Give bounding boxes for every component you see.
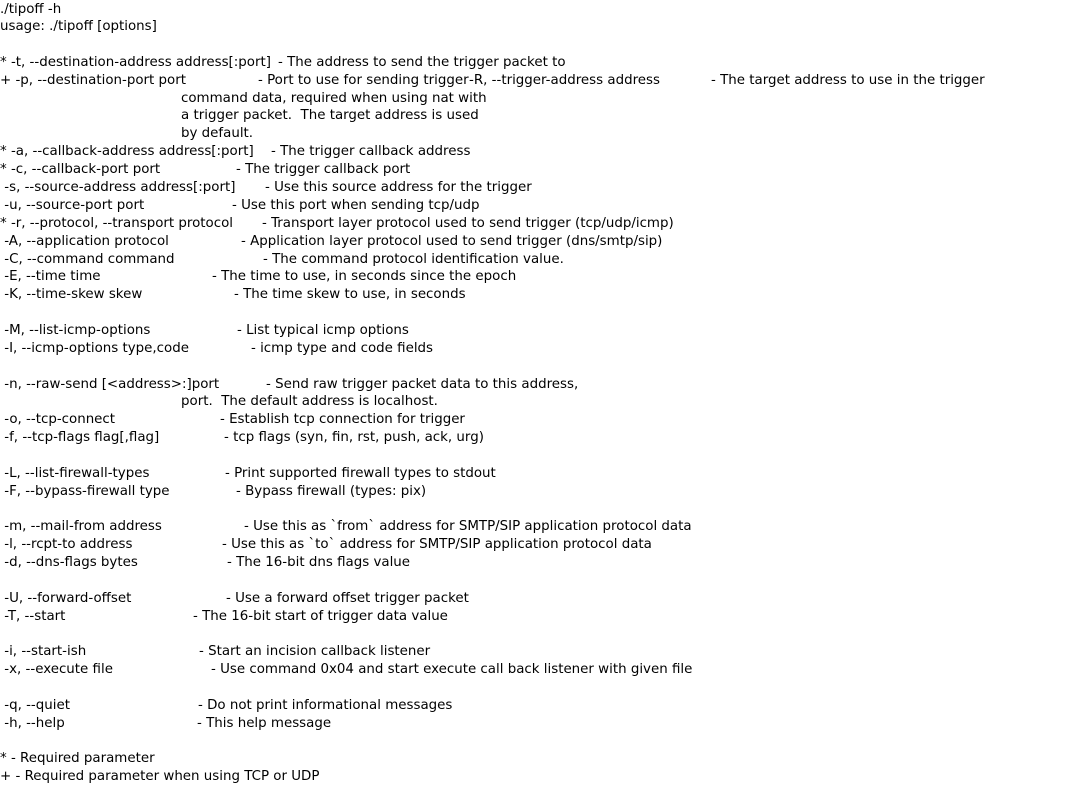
output-line: -x, --execute file [0,662,113,677]
output-line: -i, --start-ish [0,644,87,659]
output-line: -L, --list-firewall-types [0,466,150,481]
option-description: - Send raw trigger packet data to this address, [266,377,579,392]
option-description: - This help message [197,716,332,731]
option-description: - tcp flags (syn, fin, rst, push, ack, urg) [224,430,484,445]
output-line: by default. [181,126,254,141]
option-description: - The 16-bit dns flags value [227,555,411,570]
option-description: - Use this as `from` address for SMTP/SIP application protocol data [244,519,692,534]
option-description: - Use this as `to` address for SMTP/SIP application protocol data [222,537,652,552]
option-description: - The trigger callback port [236,162,411,177]
option-description: - Bypass firewall (types: pix) [236,484,427,499]
option-description: - Do not print informational messages [198,698,453,713]
option-description: - Use this port when sending tcp/udp [232,198,480,213]
option-description: - The target address to use in the trigger [711,73,985,88]
option-description: - The trigger callback address [271,144,471,159]
output-line: -I, --icmp-options type,code [0,341,189,356]
option-description: - Print supported firewall types to stdout [225,466,496,481]
output-line: -K, --time-skew skew [0,287,143,302]
option-description: -R, --trigger-address address [469,73,660,88]
option-description: - The time to use, in seconds since the epoch [212,269,517,284]
output-line: -n, --raw-send [<address>:]port [0,377,220,392]
output-line: + - Required parameter when using TCP or UDP [0,769,320,784]
option-description: - Start an incision callback listener [199,644,431,659]
option-description: - The command protocol identification value. [263,252,564,267]
option-description: - The address to send the trigger packet to [278,55,566,70]
option-description: - List typical icmp options [237,323,409,338]
option-description: - The time skew to use, in seconds [234,287,466,302]
output-line: -u, --source-port port [0,198,145,213]
output-line: command data, required when using nat with [181,91,487,106]
output-line: -T, --start [0,609,66,624]
output-line: * - Required parameter [0,751,155,766]
option-description: - icmp type and code fields [251,341,434,356]
option-description: - Port to use for sending trigger [258,73,469,88]
output-line: usage: ./tipoff [options] [0,19,157,34]
option-description: - Establish tcp connection for trigger [220,412,465,427]
option-description: - The 16-bit start of trigger data value [193,609,448,624]
output-line: * -a, --callback-address address[:port] [0,144,254,159]
output-line: -q, --quiet [0,698,70,713]
option-description: - Use a forward offset trigger packet [226,591,469,606]
option-description: - Use command 0x04 and start execute call back listener with given file [211,662,693,677]
output-line: -M, --list-icmp-options [0,323,151,338]
output-line: -E, --time time [0,269,101,284]
output-line: -o, --tcp-connect [0,412,116,427]
output-line: * -r, --protocol, --transport protocol [0,216,234,231]
output-line: -l, --rcpt-to address [0,537,133,552]
output-line: -m, --mail-from address [0,519,162,534]
option-description: - Application layer protocol used to send trigger (dns/smtp/sip) [241,234,663,249]
output-line: * -t, --destination-address address[:port] [0,55,271,70]
output-line: -U, --forward-offset [0,591,132,606]
output-line: -A, --application protocol [0,234,169,249]
option-description: - Transport layer protocol used to send trigger (tcp/udp/icmp) [262,216,674,231]
output-line: -f, --tcp-flags flag[,flag] [0,430,160,445]
option-description: - Use this source address for the trigger [265,180,532,195]
output-line: ./tipoff -h [0,2,62,17]
output-line: -F, --bypass-firewall type [0,484,170,499]
output-line: a trigger packet. The target address is used [181,108,479,123]
output-line: -s, --source-address address[:port] [0,180,236,195]
output-line: -h, --help [0,716,65,731]
output-line: -C, --command command [0,252,175,267]
output-line: port. The default address is localhost. [181,394,438,409]
output-line: * -c, --callback-port port [0,162,161,177]
output-line: + -p, --destination-port port [0,73,186,88]
output-line: -d, --dns-flags bytes [0,555,138,570]
